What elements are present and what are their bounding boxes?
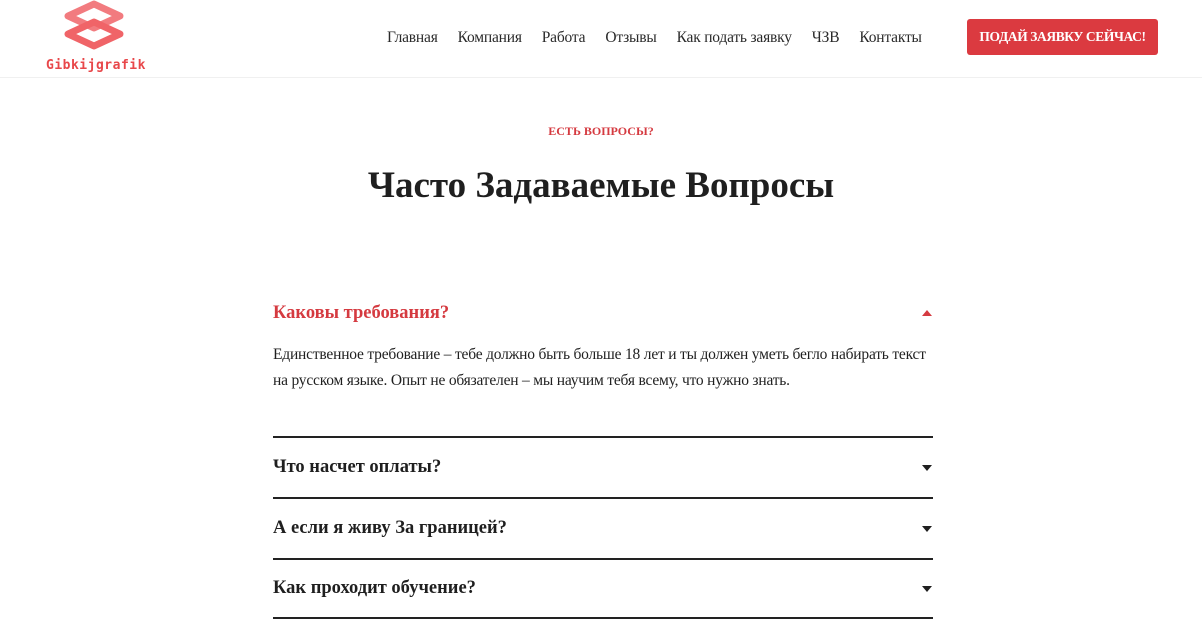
faq-question-text: Как проходит обучение? [273, 578, 476, 598]
faq-question[interactable] [273, 572, 933, 606]
nav-work[interactable]: Работа [541, 29, 586, 46]
caret-down-icon [922, 526, 932, 532]
nav-how-to-apply[interactable]: Как подать заявку [676, 29, 792, 46]
caret-down-icon [922, 586, 932, 592]
faq-item [273, 497, 933, 558]
faq-item-open [273, 296, 933, 436]
nav-contacts[interactable]: Контакты [859, 29, 922, 46]
nav-company[interactable]: Компания [457, 29, 522, 46]
caret-up-icon [922, 310, 932, 316]
faq-question-text: А если я живу За границей? [273, 518, 507, 538]
page-title: Часто Задаваемые Вопросы [367, 165, 835, 206]
logo[interactable] [46, 0, 146, 78]
nav-home[interactable]: Главная [387, 29, 438, 46]
faq-item [273, 558, 933, 619]
faq-question-text: Каковы требования? [273, 302, 450, 323]
nav-faq[interactable]: ЧЗВ [811, 29, 840, 46]
faq-accordion [273, 296, 933, 619]
section-eyebrow: ЕСТЬ ВОПРОСЫ? [548, 124, 654, 138]
faq-question[interactable] [273, 451, 933, 485]
logo-icon [46, 0, 142, 58]
nav-reviews[interactable]: Отзывы [605, 29, 657, 46]
site-header [0, 0, 1202, 78]
logo-text: Gibkijgrafik [46, 58, 146, 73]
main-nav [387, 29, 942, 47]
apply-now-button[interactable]: ПОДАЙ ЗАЯВКУ СЕЙЧАС! [967, 19, 1158, 55]
caret-down-icon [922, 465, 932, 471]
faq-answer: Единственное требование – тебе должно быть больше 18 лет и ты должен уметь бегло набирать текст на русском языке. Опыт не обязателен – мы научим тебя всему, что нужно знать. [273, 346, 926, 389]
faq-question-text: Что насчет оплаты? [273, 457, 442, 477]
faq-question[interactable] [273, 512, 933, 546]
faq-question[interactable] [273, 296, 933, 330]
faq-item [273, 436, 933, 497]
